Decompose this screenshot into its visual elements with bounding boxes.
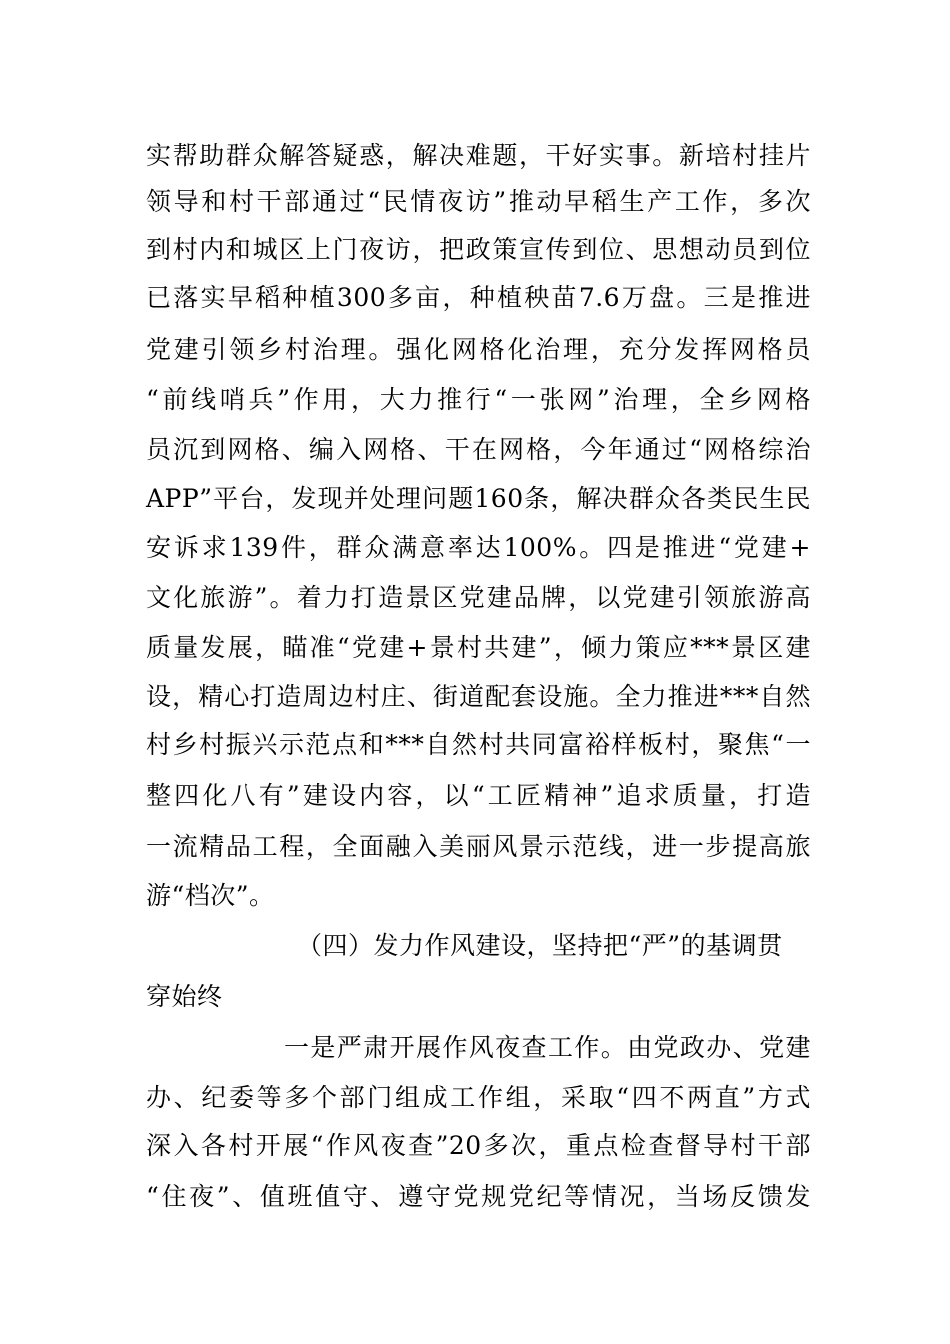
text-line: APP”平台，发现并处理问题160条，解决群众各类民生民 (146, 484, 811, 513)
text-line: 一是严肃开展作风夜查工作。由党政办、党建 (284, 1033, 811, 1062)
text-line: 实帮助群众解答疑惑，解决难题，干好实事。新培村挂片 (146, 141, 811, 170)
text-line: 游“档次”。 (146, 881, 275, 910)
text-line: 质量发展，瞄准“党建+景村共建”，倾力策应***景区建 (146, 633, 811, 662)
section-heading-continued: 穿始终 (146, 982, 223, 1011)
text-line: 整四化八有”建设内容，以“工匠精神”追求质量，打造 (146, 781, 811, 810)
text-line: “前线哨兵”作用，大力推行“一张网”治理，全乡网格 (146, 385, 811, 414)
text-line: 设，精心打造周边村庄、街道配套设施。全力推进***自然 (146, 682, 811, 711)
text-line: 员沉到网格、编入网格、干在网格，今年通过“网格综治 (146, 435, 811, 464)
text-line: 已落实早稻种植300多亩，种植秧苗7.6万盘。三是推进 (146, 283, 811, 312)
text-line: “住夜”、值班值守、遵守党规党纪等情况，当场反馈发 (146, 1182, 811, 1211)
section-heading: （四）发力作风建设，坚持把“严”的基调贯 (297, 931, 783, 960)
text-line: 到村内和城区上门夜访，把政策宣传到位、思想动员到位 (146, 235, 811, 264)
text-line: 深入各村开展“作风夜查”20多次，重点检查督导村干部 (146, 1131, 811, 1160)
text-line: 党建引领乡村治理。强化网格化治理，充分发挥网格员 (146, 335, 811, 364)
text-line: 领导和村干部通过“民情夜访”推动早稻生产工作，多次 (146, 187, 811, 216)
text-line: 安诉求139件，群众满意率达100%。四是推进“党建+ (146, 533, 811, 562)
text-line: 村乡村振兴示范点和***自然村共同富裕样板村，聚焦“一 (146, 730, 811, 759)
text-line: 一流精品工程，全面融入美丽风景示范线，进一步提高旅 (146, 832, 811, 861)
text-line: 办、纪委等多个部门组成工作组，采取“四不两直”方式 (146, 1083, 811, 1112)
text-line: 文化旅游”。着力打造景区党建品牌，以党建引领旅游高 (146, 583, 811, 612)
